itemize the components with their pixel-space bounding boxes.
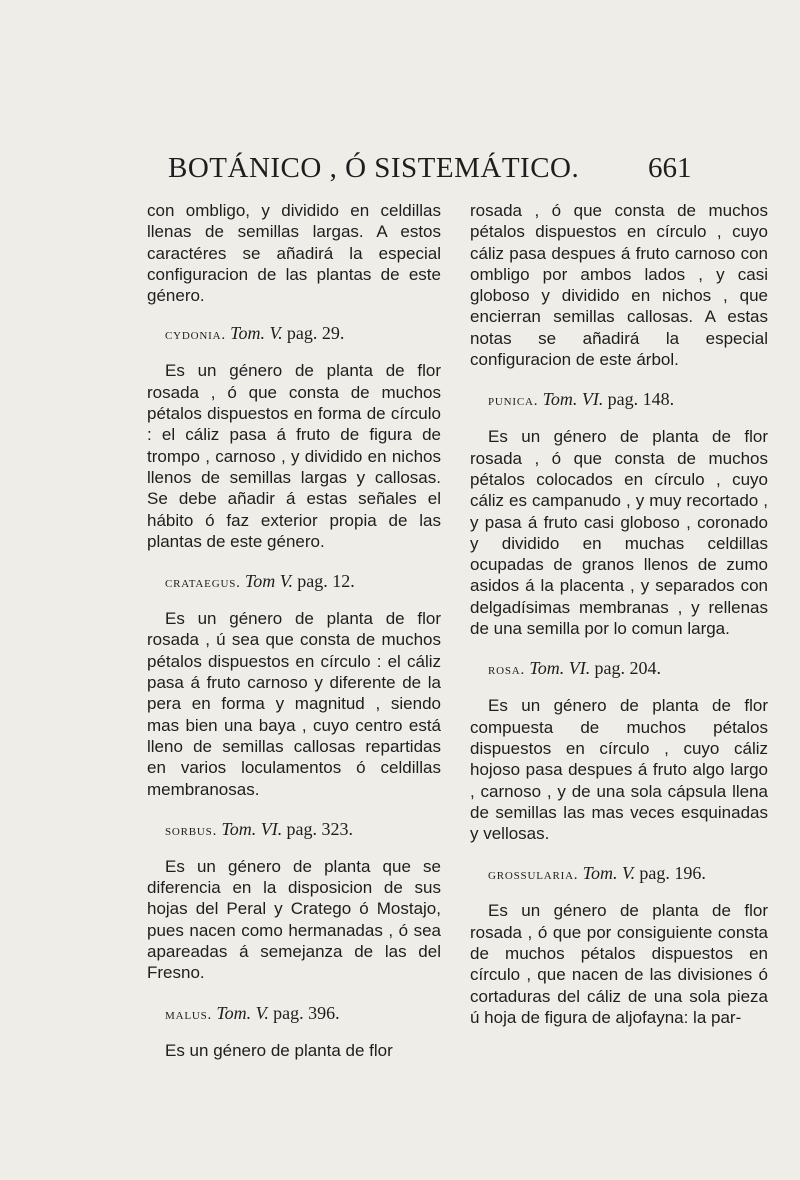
page-ref: pag. 12. [297, 571, 355, 592]
entry-heading-malus [147, 1002, 441, 1026]
entry-heading-crataegus [147, 570, 441, 594]
page-ref: pag. 204. [594, 658, 661, 679]
volume-ref: Tom. VI. [529, 658, 591, 679]
entry-heading-sorbus [147, 818, 441, 842]
genus-name: malus. [165, 1006, 213, 1023]
page-number: 661 [648, 152, 692, 184]
page-ref: pag. 196. [639, 863, 706, 884]
page-ref: pag. 148. [607, 389, 675, 410]
genus-name: cydonia. [165, 327, 226, 344]
right-intro-paragraph: rosada , ó que consta de muchos pétalos dispuestos en círculo , cuyo cáliz pasa despues á fruto carnoso con ombligo por ambos lados , y casi globoso y dividido en nichos , que encierran semillas callosas. A estas notas se añadirá la especial configuracion de este árbol. [470, 201, 768, 370]
genus-name: crataegus. [165, 575, 241, 592]
volume-ref: Tom. VI. [542, 389, 604, 410]
entry-text-cydonia: Es un género de planta de flor rosada , ó que consta de muchos pétalos dispuestos en forma de círculo : el cáliz pasa á fruto de figura de trompo , carnoso , y dividido en nichos llenos de semillas largas y callosas. Se debe añadir á estas señales el hábito ó faz exterior propia de las plantas de este género. [147, 361, 441, 551]
left-intro-paragraph: con ombligo, y dividido en celdillas llenas de semillas largas. A estos caractéres se añadirá la especial configuracion de las plantas de este género. [147, 201, 441, 306]
volume-ref: Tom. V. [582, 863, 636, 884]
entry-heading-rosa [470, 657, 768, 681]
entry-text-crataegus: Es un género de planta de flor rosada , ú sea que consta de muchos pétalos dispuestos en círculo : el cáliz pasa á fruto carnoso y diferente de la pera en forma y magnitud , siendo mas bien una baya , cuyo centro está lleno de semillas callosas repartidas en varios loculamentos ó celdillas membranosas. [147, 609, 441, 799]
right-column [470, 200, 768, 1028]
entry-text-rosa: Es un género de planta de flor compuesta de muchos pétalos dispuestos en círculo , cuyo cáliz hojoso pasa despues á fruto algo largo , carnoso , y de una sola cápsula llena de semillas las mas veces esquinadas y vellosas. [470, 696, 768, 844]
genus-name: sorbus. [165, 822, 218, 839]
page-ref: pag. 396. [273, 1002, 340, 1023]
genus-name: rosa. [488, 662, 526, 679]
genus-name: grossularia. [488, 867, 579, 884]
volume-ref: Tom V. [244, 571, 293, 592]
running-head [0, 152, 800, 188]
entry-text-grossularia: Es un género de planta de flor rosada , ó que por consiguiente consta de muchos pétalos dispuestos en círculo , que nacen de las divisiones ó cortaduras del cáliz de una sola pieza ú hoja de figura de aljofayna: la par- [470, 901, 768, 1027]
entry-heading-punica [470, 388, 768, 412]
volume-ref: Tom. VI. [221, 818, 283, 839]
page-ref: pag. 29. [286, 323, 345, 344]
page-ref: pag. 323. [286, 818, 354, 839]
genus-name: punica. [488, 393, 539, 410]
entry-text-malus: Es un género de planta de flor [165, 1040, 393, 1060]
entry-heading-cydonia [147, 322, 441, 346]
entry-text-punica: Es un género de planta de flor rosada , ó que consta de muchos pétalos colocados en círculo , cuyo cáliz es campanudo , y muy recortado , y pasa á fruto casi globoso , coronado y dividido en muchas celdillas ocupadas de granos llenos de zumo asidos á la placenta , y separados con delgadísimas membranas , y rellenas de una semilla por lo comun larga. [470, 427, 768, 639]
running-head-title: BOTÁNICO , Ó SISTEMÁTICO. [168, 152, 580, 184]
left-column [147, 200, 441, 1061]
entry-text-sorbus: Es un género de planta que se diferencia en la disposicion de sus hojas del Peral y Cratego ó Mostajo, pues nacen como hermanadas , ó sea apareadas á semejanza de las del Fresno. [147, 856, 441, 983]
volume-ref: Tom. V. [216, 1002, 269, 1023]
volume-ref: Tom. V. [230, 323, 283, 344]
entry-heading-grossularia [470, 862, 768, 886]
